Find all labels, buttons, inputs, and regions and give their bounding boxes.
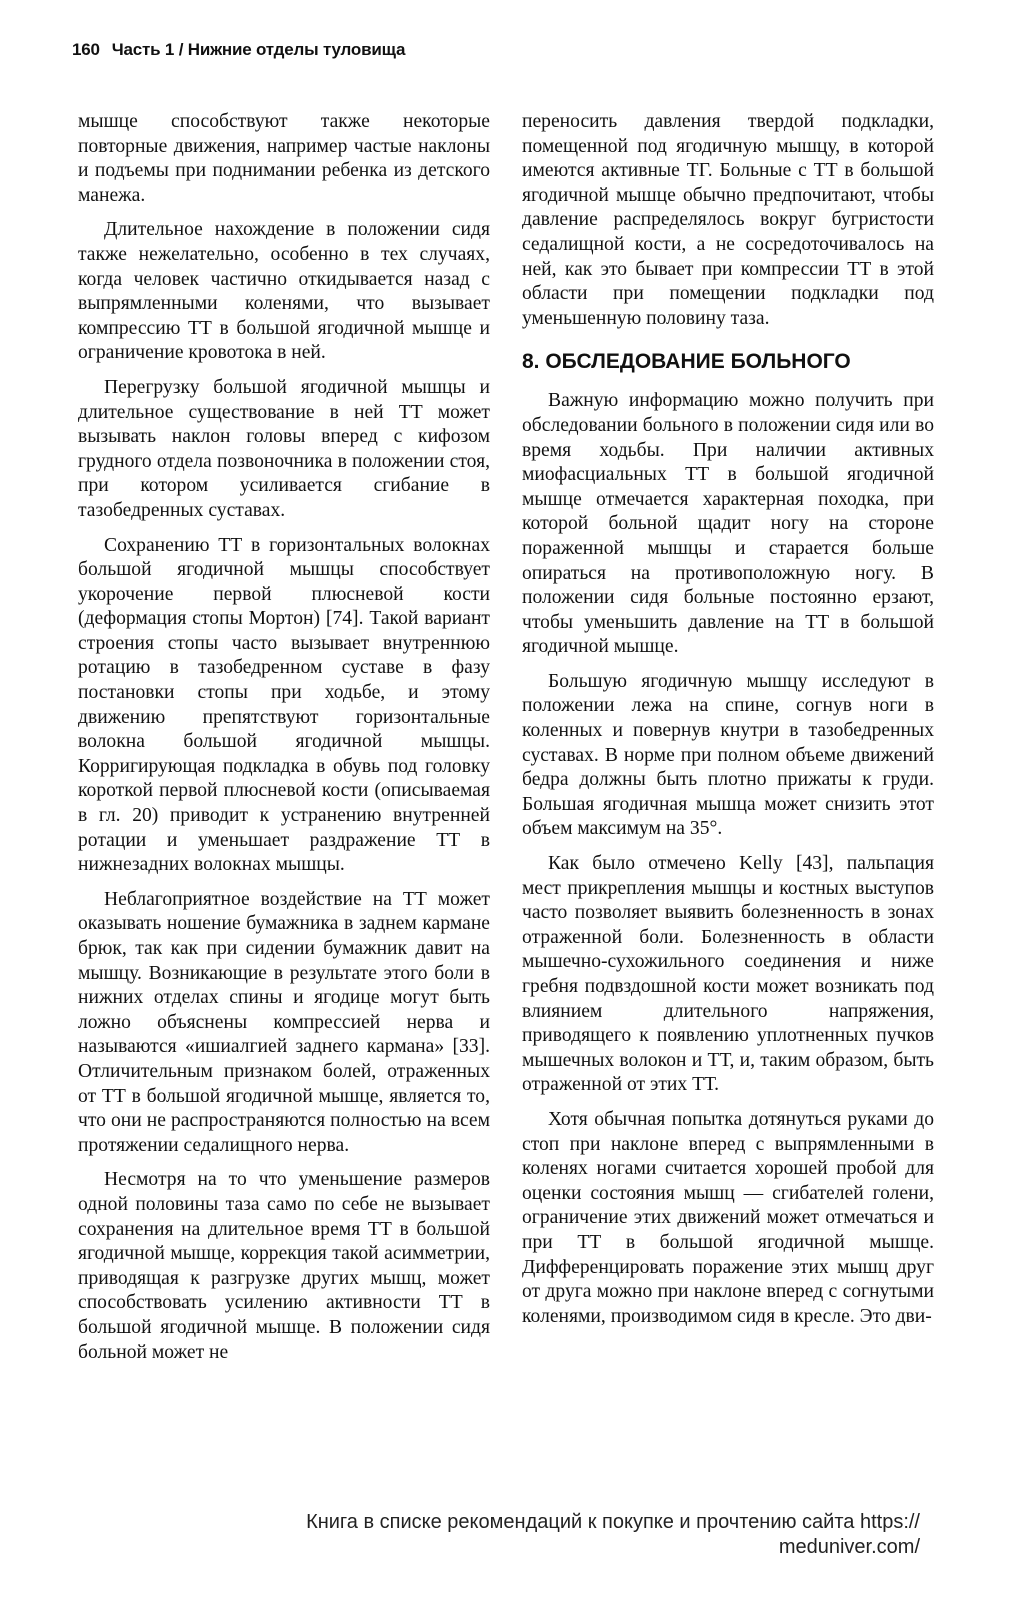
footer-watermark (150, 1510, 920, 1560)
paragraph: переносить давления твердой подкладки, помещенной под ягодичную мышцу, в которой имеются активные ТГ. Больные с ТТ в большой ягодичной мышце обычно предпочитают, чтобы давление распределялось вокруг бугристости седалищной кости, а не сосредоточивалось на ней, как это бывает при компрессии ТТ в этой области при помещении подкладки под уменьшенную половину таза. (522, 111, 934, 329)
paragraph: Длительное нахождение в положении сидя также нежелательно, особенно в тех случаях, когда человек частично откидывается назад с выпрямленными коленями, что вызывает компрессию ТТ в большой ягодичной мышце и ограничение кровотока в ней. (78, 219, 490, 364)
paragraph: Хотя обычная попытка дотянуться руками до стоп при наклоне вперед с выпрямленными в коленях ногами считается хорошей пробой для оценки состояния мышц — сгибателей голени, ограничение этих движений может отмечаться и при ТТ в большой ягодичной мышце. Дифференцировать поражение этих мышц друг от друга можно при наклоне вперед с согнутыми коленями, производимом сидя в кресле. Это дви- (522, 1108, 934, 1327)
left-column (78, 110, 490, 1365)
paragraph: Перегрузку большой ягодичной мышцы и длительное существование в ней ТТ может вызывать наклон головы вперед с кифозом грудного отдела позвоночника в положении стоя, при котором усиливается сгибание в тазобедренных суставах. (78, 376, 490, 521)
paragraph: Важную информацию можно получить при обследовании больного в положении сидя или во время ходьбы. При наличии активных миофасциальных ТТ в большой ягодичной мышце отмечается характерная походка, при которой больной щадит ногу на стороне пораженной мышцы и старается больше опираться на противоположную ногу. В положении сидя больные постоянно ерзают, чтобы уменьшить давление на ТТ в большой ягодичной мышце. (522, 390, 934, 658)
paragraph: Сохранению ТТ в горизонтальных волокнах большой ягодичной мышцы способствует укорочение первой плюсневой кости (деформация стопы Мортон) [74]. Такой вариант строения стопы часто вызывает внутреннюю ротацию в тазобедренном суставе в фазу постановки стопы при ходьбе, и этому движению препятствуют горизонтальные волокна большой ягодичной мышцы. Корригирующая подкладка в обувь под головку короткой первой плюсневой кости (описываемая в гл. 20) приводит к устранению внутренней ротации и уменьшает раздражение ТТ в нижнезадних волокнах мышцы. (78, 534, 490, 876)
footer-link[interactable]: meduniver.com/ (778, 1536, 920, 1558)
paragraph: Большую ягодичную мышцу исследуют в положении лежа на спине, согнув ноги в коленных и повернув кнутри в тазобедренных суставах. В норме при полном объеме движений бедра должны быть плотно прижаты к груди. Большая ягодичная мышца может снизить этот объем максимум на 35°. (522, 670, 934, 840)
right-column (522, 110, 934, 1329)
running-title: Часть 1 / Нижние отделы туловища (111, 40, 406, 59)
page-number: 160 (72, 40, 100, 59)
paragraph: мышце способствуют также некоторые повторные движения, например частые наклоны и подъемы при поднимании ребенка из детского манежа. (78, 111, 490, 206)
paragraph: Несмотря на то что уменьшение размеров одной половины таза само по себе не вызывает сохранения на длительное время ТТ в большой ягодичной мышце, коррекция такой асимметрии, приводящая к разгрузке других мышц, может способствовать усилению активности ТТ в большой ягодичной мышце. В положении сидя больной может не (78, 1169, 490, 1363)
running-head (72, 40, 405, 60)
footer-line: Книга в списке рекомендаций к покупке и прочтению сайта https:// (306, 1511, 920, 1533)
section-heading: 8. ОБСЛЕДОВАНИЕ БОЛЬНОГО (522, 350, 851, 374)
paragraph: Как было отмечено Kelly [43], пальпация мест прикрепления мышцы и костных выступов часто позволяет выявить болезненность в зонах отраженной боли. Болезненность в области мышечно-сухожильного соединения и ниже гребня подвздошной кости может возникать под влиянием длительного напряжения, приводящего к появлению уплотненных пучков мышечных волокон и ТТ, и, таким образом, быть отраженной от этих ТТ. (522, 853, 934, 1096)
paragraph: Неблагоприятное воздействие на ТТ может оказывать ношение бумажника в заднем кармане брюк, так как при сидении бумажник давит на мышцу. Возникающие в результате этого боли в нижних отделах спины и ягодице могут быть ложно объяснены компрессией нерва и называются «ишиалгией заднего кармана» [33]. Отличительным признаком болей, отраженных от ТТ в большой ягодичной мышце, является то, что они не распространяются полностью на всем протяжении седалищного нерва. (78, 888, 490, 1156)
